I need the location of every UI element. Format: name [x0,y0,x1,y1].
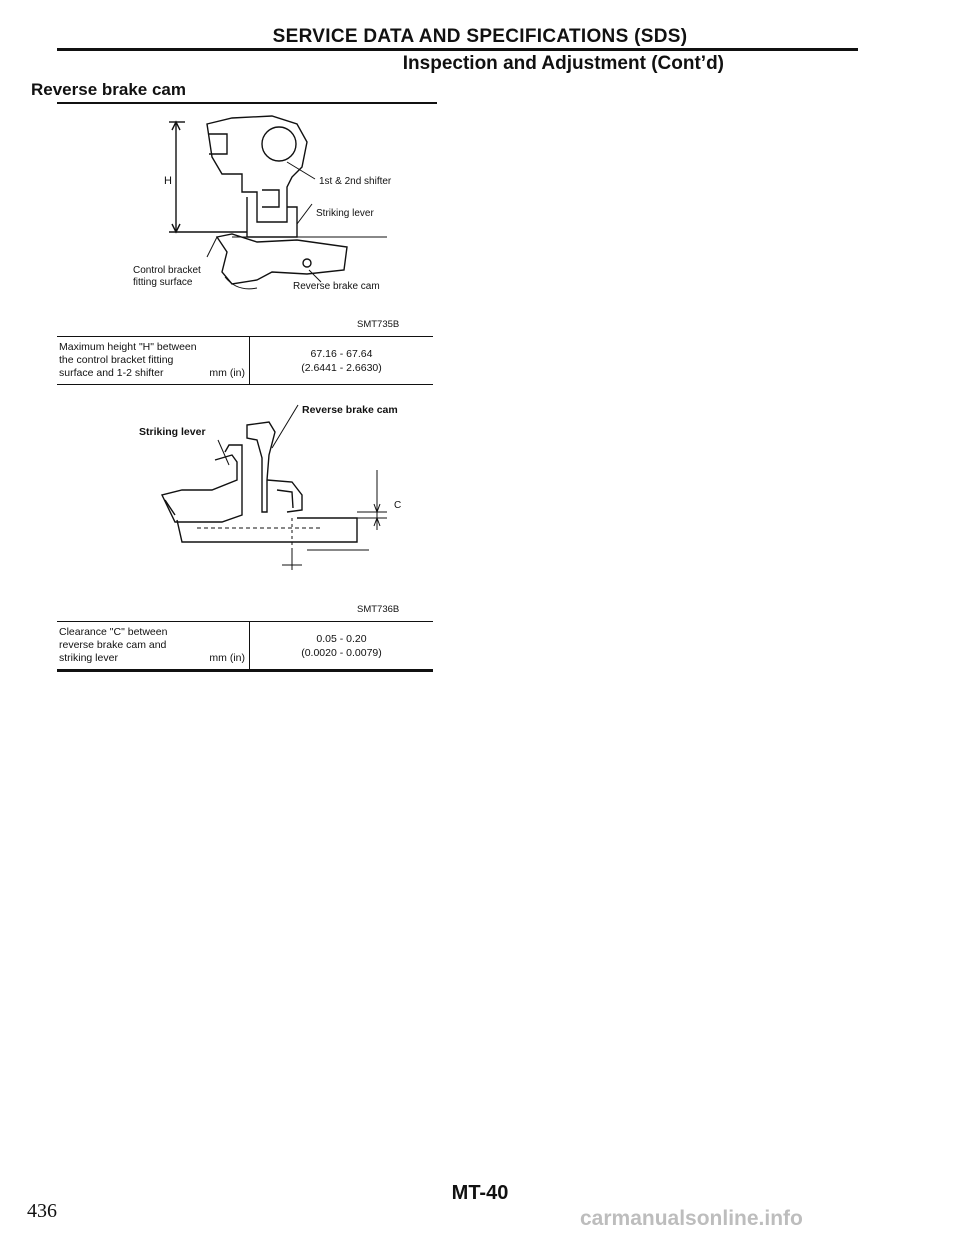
section-title: Reverse brake cam [31,80,187,99]
fig1-label-reverse-brake-cam: Reverse brake cam [293,281,380,292]
page-code: MT-40 [451,1182,509,1204]
spec-table-height-h [57,336,433,385]
fig1-label-h: H [164,175,172,187]
spec2-value-cell [250,622,434,671]
figure-reverse-brake-cam-height [57,112,437,307]
spec1-value-cell [250,337,434,385]
spec1-value-in: (2.6441 - 2.6630) [301,361,382,374]
fig1-label-shifter: 1st & 2nd shifter [319,176,392,187]
fig1-label-control-bracket: Control bracket [133,265,201,276]
header-divider [57,48,858,51]
page-header-title: SERVICE DATA AND SPECIFICATIONS (SDS) [272,26,688,47]
fig1-label-striking-lever: Striking lever [316,208,374,219]
spec2-value-in: (0.0020 - 0.0079) [301,646,382,659]
spec1-value-mm: 67.16 - 67.64 [310,347,373,360]
spec2-label-cell [57,622,250,671]
figure-reverse-brake-cam-clearance [57,400,437,580]
spec2-unit: mm (in) [209,652,245,664]
fig2-label-striking-lever: Striking lever [139,426,206,438]
spec1-label-line2: the control bracket fitting [59,354,174,366]
fig2-label-c: C [394,500,402,511]
figure1-code: SMT735B [357,319,400,330]
page-number: 436 [27,1200,57,1222]
spec2-label-line3: striking lever [59,652,118,664]
spec2-label-line2: reverse brake cam and [59,639,167,651]
page-header-subtitle: Inspection and Adjustment (Cont’d) [402,53,724,74]
fig1-label-fitting-surface: fitting surface [133,277,193,288]
diagram-clearance-c [57,400,437,580]
diagram-height-h [57,112,437,307]
fig2-label-reverse-brake-cam: Reverse brake cam [302,404,398,416]
spec-table-clearance-c [57,621,433,672]
spec1-label-line1: Maximum height "H" between [59,341,197,353]
figure2-code: SMT736B [357,604,400,615]
spec1-label-line3: surface and 1-2 shifter [59,367,164,379]
section-divider [57,102,437,104]
spec2-label-line1: Clearance "C" between [59,626,168,638]
spec2-value-mm: 0.05 - 0.20 [316,632,367,645]
spec1-label-cell [57,337,250,385]
watermark-text: carmanualsonline.info [580,1207,803,1230]
spec1-unit: mm (in) [209,367,245,379]
